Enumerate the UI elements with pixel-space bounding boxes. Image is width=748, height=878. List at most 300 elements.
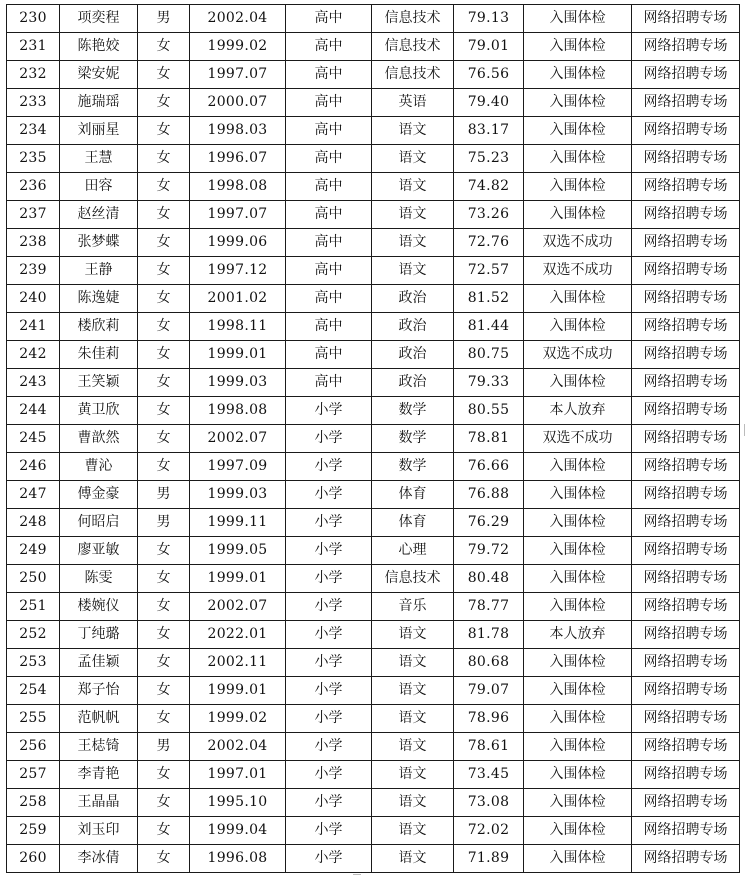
score-cell: 76.88 xyxy=(454,481,524,509)
gender-cell: 女 xyxy=(138,425,190,453)
status-cell: 本人放弃 xyxy=(524,621,632,649)
subject-cell: 政治 xyxy=(372,285,454,313)
score-cell: 79.01 xyxy=(454,33,524,61)
row-number-cell: 241 xyxy=(7,313,60,341)
score-cell: 80.75 xyxy=(454,341,524,369)
row-number-cell: 251 xyxy=(7,593,60,621)
birth-date-cell: 1997.01 xyxy=(190,761,286,789)
recruitment-session-cell: 网络招聘专场 xyxy=(632,145,740,173)
score-cell: 79.13 xyxy=(454,5,524,33)
recruitment-session-cell: 网络招聘专场 xyxy=(632,481,740,509)
recruitment-session-cell: 网络招聘专场 xyxy=(632,565,740,593)
recruitment-session-cell: 网络招聘专场 xyxy=(632,621,740,649)
name-cell: 郑子怡 xyxy=(60,677,138,705)
gender-cell: 女 xyxy=(138,89,190,117)
birth-date-cell: 2002.07 xyxy=(190,425,286,453)
status-cell: 入围体检 xyxy=(524,5,632,33)
table-row xyxy=(7,341,740,369)
score-cell: 72.76 xyxy=(454,229,524,257)
name-cell: 王慧 xyxy=(60,145,138,173)
name-cell: 李冰倩 xyxy=(60,845,138,873)
recruitment-session-cell: 网络招聘专场 xyxy=(632,453,740,481)
name-cell: 赵丝清 xyxy=(60,201,138,229)
school-level-cell: 高中 xyxy=(286,89,372,117)
recruitment-session-cell: 网络招聘专场 xyxy=(632,201,740,229)
status-cell: 双选不成功 xyxy=(524,229,632,257)
row-number-cell: 253 xyxy=(7,649,60,677)
gender-cell: 女 xyxy=(138,313,190,341)
gender-cell: 女 xyxy=(138,341,190,369)
row-number-cell: 231 xyxy=(7,33,60,61)
name-cell: 李青艳 xyxy=(60,761,138,789)
table-row xyxy=(7,229,740,257)
recruitment-session-cell: 网络招聘专场 xyxy=(632,33,740,61)
status-cell: 入围体检 xyxy=(524,705,632,733)
score-cell: 76.66 xyxy=(454,453,524,481)
recruitment-session-cell: 网络招聘专场 xyxy=(632,89,740,117)
table-row xyxy=(7,481,740,509)
name-cell: 田容 xyxy=(60,173,138,201)
subject-cell: 语文 xyxy=(372,145,454,173)
gender-cell: 女 xyxy=(138,537,190,565)
status-cell: 入围体检 xyxy=(524,593,632,621)
row-number-cell: 233 xyxy=(7,89,60,117)
birth-date-cell: 1999.05 xyxy=(190,537,286,565)
table-body xyxy=(7,5,740,873)
birth-date-cell: 1999.01 xyxy=(190,341,286,369)
status-cell: 入围体检 xyxy=(524,565,632,593)
birth-date-cell: 1996.08 xyxy=(190,845,286,873)
score-cell: 79.07 xyxy=(454,677,524,705)
subject-cell: 语文 xyxy=(372,733,454,761)
birth-date-cell: 2001.02 xyxy=(190,285,286,313)
subject-cell: 语文 xyxy=(372,201,454,229)
subject-cell: 数学 xyxy=(372,425,454,453)
name-cell: 曹歆然 xyxy=(60,425,138,453)
status-cell: 入围体检 xyxy=(524,173,632,201)
score-cell: 76.56 xyxy=(454,61,524,89)
recruitment-session-cell: 网络招聘专场 xyxy=(632,509,740,537)
score-cell: 75.23 xyxy=(454,145,524,173)
school-level-cell: 小学 xyxy=(286,649,372,677)
table-row xyxy=(7,117,740,145)
name-cell: 刘玉印 xyxy=(60,817,138,845)
subject-cell: 语文 xyxy=(372,789,454,817)
status-cell: 入围体检 xyxy=(524,481,632,509)
score-cell: 78.77 xyxy=(454,593,524,621)
recruitment-session-cell: 网络招聘专场 xyxy=(632,761,740,789)
score-cell: 81.52 xyxy=(454,285,524,313)
name-cell: 项奕程 xyxy=(60,5,138,33)
school-level-cell: 小学 xyxy=(286,453,372,481)
table-row xyxy=(7,425,740,453)
score-cell: 73.08 xyxy=(454,789,524,817)
table-row xyxy=(7,733,740,761)
gender-cell: 女 xyxy=(138,761,190,789)
status-cell: 入围体检 xyxy=(524,145,632,173)
subject-cell: 信息技术 xyxy=(372,33,454,61)
table-row xyxy=(7,5,740,33)
row-number-cell: 245 xyxy=(7,425,60,453)
recruitment-session-cell: 网络招聘专场 xyxy=(632,229,740,257)
score-cell: 71.89 xyxy=(454,845,524,873)
gender-cell: 女 xyxy=(138,61,190,89)
score-cell: 78.61 xyxy=(454,733,524,761)
school-level-cell: 高中 xyxy=(286,313,372,341)
status-cell: 入围体检 xyxy=(524,117,632,145)
birth-date-cell: 1999.01 xyxy=(190,677,286,705)
name-cell: 廖亚敏 xyxy=(60,537,138,565)
name-cell: 王梽锜 xyxy=(60,733,138,761)
score-cell: 72.02 xyxy=(454,817,524,845)
status-cell: 入围体检 xyxy=(524,201,632,229)
score-cell: 80.48 xyxy=(454,565,524,593)
score-cell: 81.44 xyxy=(454,313,524,341)
row-number-cell: 255 xyxy=(7,705,60,733)
school-level-cell: 小学 xyxy=(286,593,372,621)
row-number-cell: 234 xyxy=(7,117,60,145)
row-number-cell: 257 xyxy=(7,761,60,789)
table-row xyxy=(7,453,740,481)
subject-cell: 语文 xyxy=(372,817,454,845)
recruitment-session-cell: 网络招聘专场 xyxy=(632,789,740,817)
gender-cell: 女 xyxy=(138,145,190,173)
birth-date-cell: 2000.07 xyxy=(190,89,286,117)
row-number-cell: 232 xyxy=(7,61,60,89)
recruitment-session-cell: 网络招聘专场 xyxy=(632,61,740,89)
gender-cell: 女 xyxy=(138,369,190,397)
name-cell: 陈雯 xyxy=(60,565,138,593)
score-cell: 80.68 xyxy=(454,649,524,677)
subject-cell: 语文 xyxy=(372,257,454,285)
subject-cell: 心理 xyxy=(372,537,454,565)
birth-date-cell: 1996.07 xyxy=(190,145,286,173)
row-number-cell: 250 xyxy=(7,565,60,593)
gender-cell: 女 xyxy=(138,845,190,873)
score-cell: 80.55 xyxy=(454,397,524,425)
birth-date-cell: 1997.09 xyxy=(190,453,286,481)
name-cell: 朱佳莉 xyxy=(60,341,138,369)
gender-cell: 女 xyxy=(138,621,190,649)
score-cell: 72.57 xyxy=(454,257,524,285)
table-row xyxy=(7,313,740,341)
gender-cell: 女 xyxy=(138,33,190,61)
recruitment-session-cell: 网络招聘专场 xyxy=(632,649,740,677)
school-level-cell: 小学 xyxy=(286,845,372,873)
name-cell: 何昭启 xyxy=(60,509,138,537)
status-cell: 入围体检 xyxy=(524,649,632,677)
school-level-cell: 高中 xyxy=(286,117,372,145)
table-row xyxy=(7,789,740,817)
gender-cell: 男 xyxy=(138,509,190,537)
name-cell: 楼欣莉 xyxy=(60,313,138,341)
status-cell: 双选不成功 xyxy=(524,425,632,453)
name-cell: 王笑颖 xyxy=(60,369,138,397)
status-cell: 入围体检 xyxy=(524,369,632,397)
row-number-cell: 239 xyxy=(7,257,60,285)
subject-cell: 语文 xyxy=(372,621,454,649)
score-cell: 73.26 xyxy=(454,201,524,229)
name-cell: 陈逸婕 xyxy=(60,285,138,313)
subject-cell: 语文 xyxy=(372,677,454,705)
birth-date-cell: 1998.11 xyxy=(190,313,286,341)
subject-cell: 信息技术 xyxy=(372,5,454,33)
table-row xyxy=(7,257,740,285)
name-cell: 傅金豪 xyxy=(60,481,138,509)
page-bottom-mark xyxy=(353,874,361,878)
table-row xyxy=(7,817,740,845)
row-number-cell: 256 xyxy=(7,733,60,761)
subject-cell: 语文 xyxy=(372,649,454,677)
recruitment-session-cell: 网络招聘专场 xyxy=(632,537,740,565)
row-number-cell: 247 xyxy=(7,481,60,509)
school-level-cell: 小学 xyxy=(286,789,372,817)
status-cell: 入围体检 xyxy=(524,761,632,789)
subject-cell: 语文 xyxy=(372,229,454,257)
gender-cell: 女 xyxy=(138,705,190,733)
subject-cell: 语文 xyxy=(372,173,454,201)
recruitment-session-cell: 网络招聘专场 xyxy=(632,733,740,761)
results-table xyxy=(6,4,740,873)
subject-cell: 政治 xyxy=(372,313,454,341)
row-number-cell: 258 xyxy=(7,789,60,817)
table-row xyxy=(7,649,740,677)
name-cell: 张梦蝶 xyxy=(60,229,138,257)
birth-date-cell: 1999.11 xyxy=(190,509,286,537)
table-row xyxy=(7,397,740,425)
birth-date-cell: 1997.07 xyxy=(190,201,286,229)
recruitment-session-cell: 网络招聘专场 xyxy=(632,313,740,341)
gender-cell: 女 xyxy=(138,285,190,313)
birth-date-cell: 1999.01 xyxy=(190,565,286,593)
status-cell: 入围体检 xyxy=(524,537,632,565)
row-number-cell: 248 xyxy=(7,509,60,537)
score-cell: 74.82 xyxy=(454,173,524,201)
subject-cell: 英语 xyxy=(372,89,454,117)
gender-cell: 女 xyxy=(138,677,190,705)
name-cell: 陈艳姣 xyxy=(60,33,138,61)
row-number-cell: 240 xyxy=(7,285,60,313)
table-row xyxy=(7,537,740,565)
school-level-cell: 高中 xyxy=(286,145,372,173)
gender-cell: 女 xyxy=(138,257,190,285)
school-level-cell: 小学 xyxy=(286,621,372,649)
recruitment-session-cell: 网络招聘专场 xyxy=(632,285,740,313)
birth-date-cell: 1998.08 xyxy=(190,397,286,425)
school-level-cell: 小学 xyxy=(286,397,372,425)
status-cell: 本人放弃 xyxy=(524,397,632,425)
status-cell: 入围体检 xyxy=(524,33,632,61)
score-cell: 78.96 xyxy=(454,705,524,733)
birth-date-cell: 1998.08 xyxy=(190,173,286,201)
score-cell: 81.78 xyxy=(454,621,524,649)
name-cell: 刘丽星 xyxy=(60,117,138,145)
status-cell: 入围体检 xyxy=(524,285,632,313)
gender-cell: 女 xyxy=(138,789,190,817)
table-row xyxy=(7,621,740,649)
row-number-cell: 244 xyxy=(7,397,60,425)
name-cell: 曹沁 xyxy=(60,453,138,481)
gender-cell: 男 xyxy=(138,5,190,33)
birth-date-cell: 1997.12 xyxy=(190,257,286,285)
school-level-cell: 高中 xyxy=(286,33,372,61)
name-cell: 王静 xyxy=(60,257,138,285)
status-cell: 入围体检 xyxy=(524,453,632,481)
status-cell: 入围体检 xyxy=(524,817,632,845)
row-number-cell: 260 xyxy=(7,845,60,873)
birth-date-cell: 2002.04 xyxy=(190,5,286,33)
name-cell: 黄卫欣 xyxy=(60,397,138,425)
table-row xyxy=(7,173,740,201)
birth-date-cell: 2002.11 xyxy=(190,649,286,677)
score-cell: 83.17 xyxy=(454,117,524,145)
subject-cell: 体育 xyxy=(372,481,454,509)
score-cell: 79.40 xyxy=(454,89,524,117)
subject-cell: 政治 xyxy=(372,369,454,397)
subject-cell: 数学 xyxy=(372,397,454,425)
table-row xyxy=(7,509,740,537)
status-cell: 入围体检 xyxy=(524,61,632,89)
row-number-cell: 254 xyxy=(7,677,60,705)
school-level-cell: 高中 xyxy=(286,229,372,257)
status-cell: 入围体检 xyxy=(524,845,632,873)
gender-cell: 女 xyxy=(138,593,190,621)
birth-date-cell: 2002.04 xyxy=(190,733,286,761)
school-level-cell: 高中 xyxy=(286,173,372,201)
table-row xyxy=(7,761,740,789)
page-edge-mark xyxy=(744,424,748,436)
table-row xyxy=(7,145,740,173)
recruitment-session-cell: 网络招聘专场 xyxy=(632,397,740,425)
birth-date-cell: 1999.02 xyxy=(190,705,286,733)
school-level-cell: 小学 xyxy=(286,761,372,789)
table-row xyxy=(7,61,740,89)
name-cell: 王晶晶 xyxy=(60,789,138,817)
row-number-cell: 243 xyxy=(7,369,60,397)
birth-date-cell: 1999.03 xyxy=(190,481,286,509)
score-cell: 76.29 xyxy=(454,509,524,537)
birth-date-cell: 1997.07 xyxy=(190,61,286,89)
school-level-cell: 小学 xyxy=(286,425,372,453)
row-number-cell: 237 xyxy=(7,201,60,229)
name-cell: 楼婉仪 xyxy=(60,593,138,621)
row-number-cell: 252 xyxy=(7,621,60,649)
gender-cell: 女 xyxy=(138,453,190,481)
status-cell: 入围体检 xyxy=(524,677,632,705)
school-level-cell: 高中 xyxy=(286,201,372,229)
school-level-cell: 小学 xyxy=(286,509,372,537)
recruitment-session-cell: 网络招聘专场 xyxy=(632,341,740,369)
birth-date-cell: 2002.07 xyxy=(190,593,286,621)
school-level-cell: 小学 xyxy=(286,705,372,733)
school-level-cell: 小学 xyxy=(286,537,372,565)
school-level-cell: 高中 xyxy=(286,61,372,89)
table-row xyxy=(7,677,740,705)
gender-cell: 女 xyxy=(138,173,190,201)
gender-cell: 女 xyxy=(138,397,190,425)
school-level-cell: 高中 xyxy=(286,5,372,33)
recruitment-session-cell: 网络招聘专场 xyxy=(632,117,740,145)
subject-cell: 语文 xyxy=(372,761,454,789)
score-cell: 73.45 xyxy=(454,761,524,789)
row-number-cell: 236 xyxy=(7,173,60,201)
school-level-cell: 小学 xyxy=(286,733,372,761)
name-cell: 施瑞瑶 xyxy=(60,89,138,117)
recruitment-session-cell: 网络招聘专场 xyxy=(632,173,740,201)
row-number-cell: 242 xyxy=(7,341,60,369)
score-cell: 78.81 xyxy=(454,425,524,453)
score-cell: 79.33 xyxy=(454,369,524,397)
status-cell: 入围体检 xyxy=(524,509,632,537)
school-level-cell: 小学 xyxy=(286,481,372,509)
status-cell: 入围体检 xyxy=(524,733,632,761)
subject-cell: 语文 xyxy=(372,845,454,873)
school-level-cell: 高中 xyxy=(286,285,372,313)
birth-date-cell: 1999.06 xyxy=(190,229,286,257)
recruitment-session-cell: 网络招聘专场 xyxy=(632,5,740,33)
table-row xyxy=(7,89,740,117)
status-cell: 入围体检 xyxy=(524,313,632,341)
status-cell: 双选不成功 xyxy=(524,341,632,369)
recruitment-session-cell: 网络招聘专场 xyxy=(632,845,740,873)
subject-cell: 音乐 xyxy=(372,593,454,621)
gender-cell: 女 xyxy=(138,565,190,593)
birth-date-cell: 2022.01 xyxy=(190,621,286,649)
recruitment-session-cell: 网络招聘专场 xyxy=(632,593,740,621)
table-row xyxy=(7,369,740,397)
table-row xyxy=(7,201,740,229)
recruitment-session-cell: 网络招聘专场 xyxy=(632,257,740,285)
school-level-cell: 高中 xyxy=(286,369,372,397)
row-number-cell: 238 xyxy=(7,229,60,257)
status-cell: 入围体检 xyxy=(524,89,632,117)
score-cell: 79.72 xyxy=(454,537,524,565)
status-cell: 入围体检 xyxy=(524,789,632,817)
gender-cell: 男 xyxy=(138,733,190,761)
subject-cell: 数学 xyxy=(372,453,454,481)
name-cell: 范帆帆 xyxy=(60,705,138,733)
recruitment-session-cell: 网络招聘专场 xyxy=(632,369,740,397)
school-level-cell: 小学 xyxy=(286,565,372,593)
table-row xyxy=(7,593,740,621)
status-cell: 双选不成功 xyxy=(524,257,632,285)
recruitment-session-cell: 网络招聘专场 xyxy=(632,425,740,453)
name-cell: 梁安妮 xyxy=(60,61,138,89)
row-number-cell: 235 xyxy=(7,145,60,173)
school-level-cell: 高中 xyxy=(286,341,372,369)
gender-cell: 女 xyxy=(138,117,190,145)
recruitment-session-cell: 网络招聘专场 xyxy=(632,677,740,705)
birth-date-cell: 1999.02 xyxy=(190,33,286,61)
birth-date-cell: 1999.04 xyxy=(190,817,286,845)
subject-cell: 政治 xyxy=(372,341,454,369)
recruitment-session-cell: 网络招聘专场 xyxy=(632,705,740,733)
school-level-cell: 小学 xyxy=(286,817,372,845)
birth-date-cell: 1998.03 xyxy=(190,117,286,145)
gender-cell: 女 xyxy=(138,817,190,845)
school-level-cell: 小学 xyxy=(286,677,372,705)
school-level-cell: 高中 xyxy=(286,257,372,285)
subject-cell: 信息技术 xyxy=(372,61,454,89)
birth-date-cell: 1995.10 xyxy=(190,789,286,817)
gender-cell: 女 xyxy=(138,229,190,257)
gender-cell: 女 xyxy=(138,649,190,677)
recruitment-session-cell: 网络招聘专场 xyxy=(632,817,740,845)
row-number-cell: 230 xyxy=(7,5,60,33)
table-row xyxy=(7,285,740,313)
table-row xyxy=(7,845,740,873)
name-cell: 丁纯璐 xyxy=(60,621,138,649)
